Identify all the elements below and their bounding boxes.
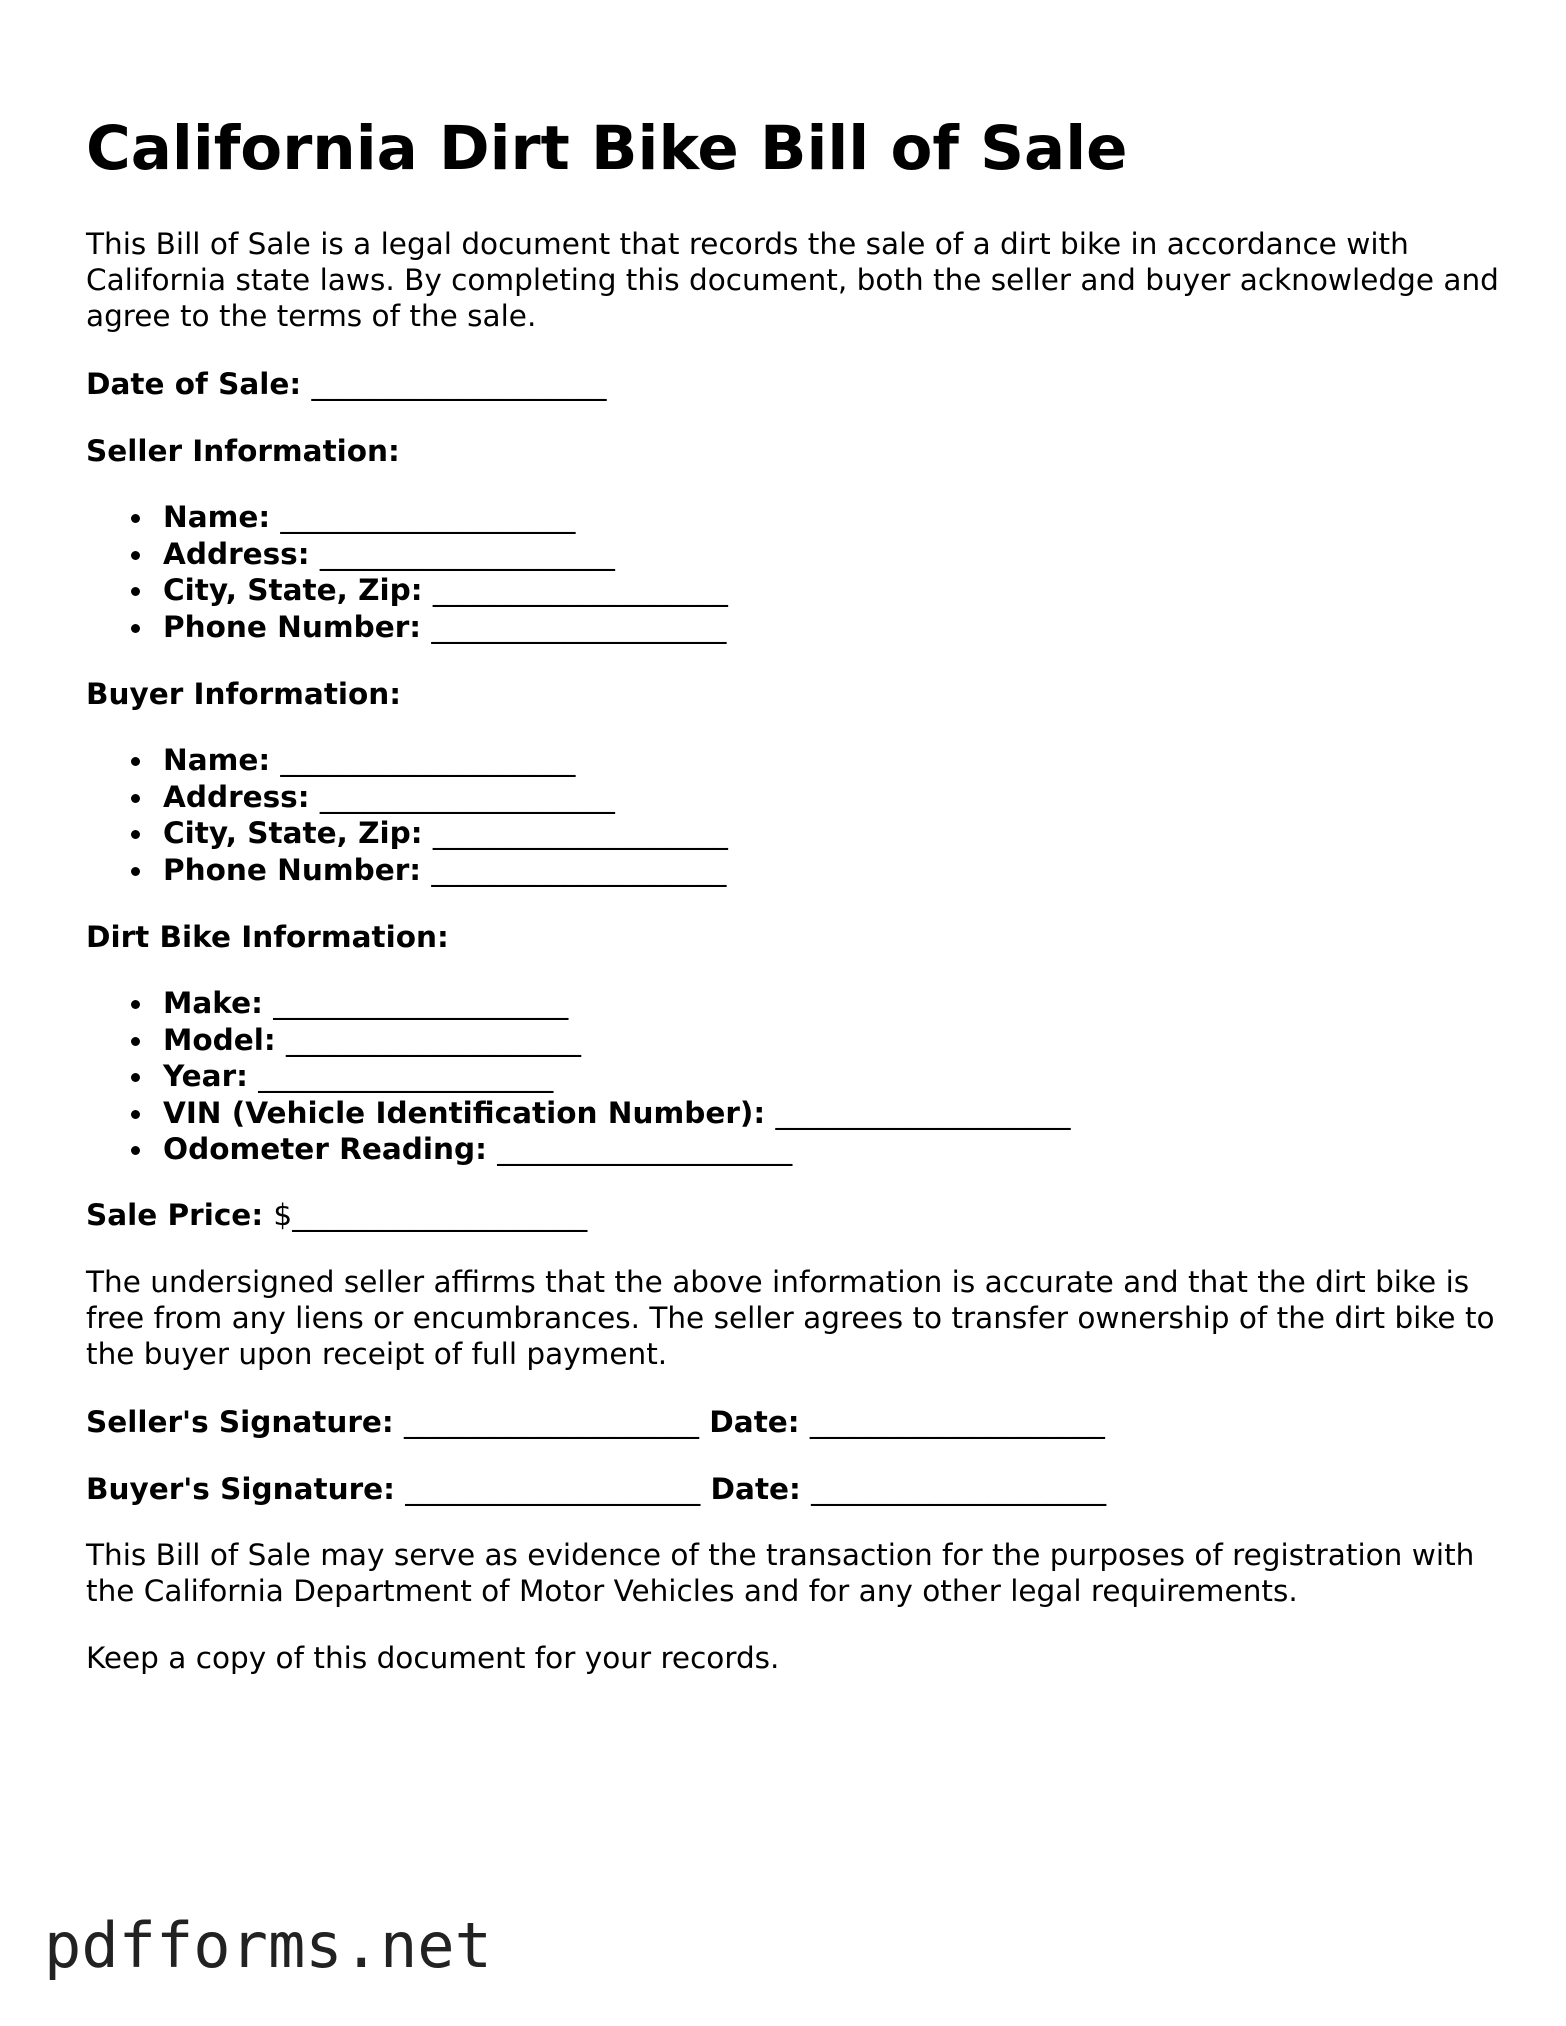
bike-vin-blank[interactable]: ____________________ [775,1095,1071,1130]
seller-phone-blank[interactable]: ____________________ [431,609,727,644]
evidence-paragraph: This Bill of Sale may serve as evidence of the transaction for the purposes of registration with the California Department of Motor Vehicles and for any other legal requirements. [86,1538,1475,1608]
intro-paragraph: This Bill of Sale is a legal document that records the sale of a dirt bike in accordance with California state laws. By completing this document, both the seller and buyer acknowledge and agree to the terms of the sale. [86,227,1499,333]
buyer-signature-label: Buyer's Signature: [86,1472,395,1506]
buyer-fields-list [86,742,1506,888]
bike-make-label: Make: [163,986,263,1020]
buyer-phone-blank[interactable]: ____________________ [431,852,727,887]
seller-city-blank[interactable]: ____________________ [432,573,728,607]
date-of-sale-line [86,366,1506,402]
buyer-phone-label: Phone Number: [163,852,422,887]
bike-year-label: Year: [163,1059,248,1093]
buyer-heading: Buyer Information: [86,677,402,711]
bike-model-blank[interactable]: ____________________ [285,1022,581,1057]
sale-price-line [86,1197,1506,1233]
watermark-logo: pdfforms.net [44,1909,492,1982]
seller-address-label: Address: [163,536,310,571]
list-item [86,742,1506,779]
list-item [86,1131,1506,1168]
seller-signature-line [86,1404,1506,1440]
list-item [86,609,1506,646]
bike-model-label: Model: [163,1022,276,1057]
seller-name-label: Name: [163,500,271,534]
list-item [86,985,1506,1022]
bike-fields-list [86,985,1506,1168]
buyer-name-blank[interactable]: ____________________ [280,743,576,777]
buyer-address-label: Address: [163,779,310,814]
seller-name-blank[interactable]: ____________________ [280,500,576,534]
buyer-name-label: Name: [163,743,271,777]
list-item [86,1022,1506,1059]
sale-price-currency: $ [273,1198,293,1232]
keep-copy-paragraph: Keep a copy of this document for your records. [86,1641,780,1675]
affirmation-paragraph: The undersigned seller affirms that the above information is accurate and that the dirt bike is free from any liens or encumbrances. The seller agrees to transfer ownership of the dirt bike to the buyer upon receipt of full payment. [86,1265,1495,1371]
seller-heading: Seller Information: [86,434,400,468]
seller-city-label: City, State, Zip: [163,573,423,607]
seller-fields-list [86,499,1506,645]
list-item [86,852,1506,889]
buyer-date-blank[interactable]: ____________________ [811,1472,1107,1506]
seller-phone-label: Phone Number: [163,609,422,644]
list-item [86,1095,1506,1132]
list-item [86,499,1506,536]
seller-date-label: Date: [709,1405,800,1439]
buyer-city-blank[interactable]: ____________________ [432,816,728,850]
list-item [86,779,1506,816]
list-item [86,1058,1506,1095]
bike-year-blank[interactable]: ____________________ [258,1059,554,1093]
sale-price-blank[interactable]: ____________________ [292,1198,588,1232]
seller-signature-label: Seller's Signature: [86,1405,394,1439]
document-title: California Dirt Bike Bill of Sale [86,113,1128,184]
bike-odometer-blank[interactable]: ____________________ [497,1132,793,1166]
bike-make-blank[interactable]: ____________________ [273,986,569,1020]
date-of-sale-label: Date of Sale: [86,367,302,401]
list-item [86,815,1506,852]
bike-vin-label: VIN (Vehicle Identification Number): [163,1095,766,1130]
seller-address-blank[interactable]: ____________________ [319,536,615,571]
bike-heading: Dirt Bike Information: [86,920,449,954]
seller-date-blank[interactable]: ____________________ [809,1405,1105,1439]
buyer-city-label: City, State, Zip: [163,816,423,850]
list-item [86,572,1506,609]
seller-signature-blank[interactable]: ____________________ [404,1405,700,1439]
buyer-date-label: Date: [710,1472,801,1506]
buyer-signature-blank[interactable]: ____________________ [405,1472,701,1506]
buyer-signature-line [86,1471,1506,1507]
list-item [86,536,1506,573]
sale-price-label: Sale Price: [86,1198,264,1232]
bike-odometer-label: Odometer Reading: [163,1132,487,1166]
buyer-address-blank[interactable]: ____________________ [319,779,615,814]
date-of-sale-blank[interactable]: ____________________ [311,367,607,401]
